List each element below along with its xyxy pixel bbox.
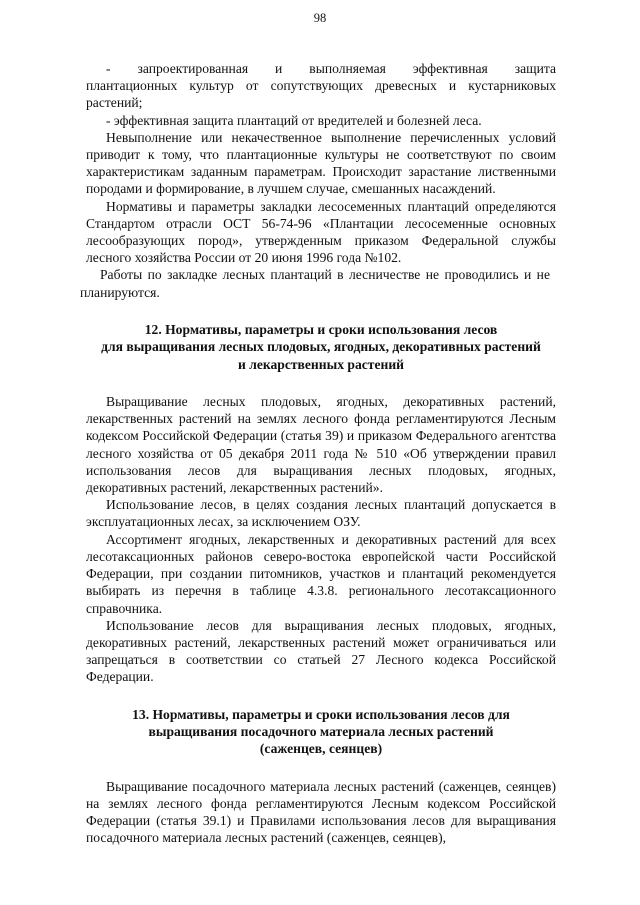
section-12-paragraph-1: Выращивание лесных плодовых, ягодных, декоративных растений, лекарственных растений на землях лесного фонда регламентируются Лесным кодексом Российской Федерации (статья 39) и приказом Федерального агентства лесного хозяйства от 05 декабря 2011 года № 510 «Об утверждении правил использования лесов для выращивания лесных плодовых, ягодных, декоративных растений, лекарственных растений». xyxy=(86,394,556,496)
section-12-paragraph-4: Использование лесов для выращивания лесных плодовых, ягодных, декоративных растений, лекарственных растений может ограничиваться или запрещаться в соответствии со статьей 27 Лесного кодекса Российской Федерации. xyxy=(86,617,556,685)
section-13-heading-line-1: 13. Нормативы, параметры и сроки использования лесов для xyxy=(132,706,510,722)
paragraph-dash-2: - эффективная защита плантаций от вредителей и болезней леса. xyxy=(106,112,482,128)
section-13-paragraph-1: Выращивание посадочного материала лесных растений (саженцев, сеянцев) на землях лесного фонда регламентируются Лесным кодексом Российской Федерации (статья 39.1) и Правилами использования лесов для выращивания посадочного материала лесных растений (саженцев, сеянцев), xyxy=(86,778,556,846)
section-12-heading-line-1: 12. Нормативы, параметры и сроки использования лесов xyxy=(144,321,498,337)
section-12-heading-line-2: для выращивания лесных плодовых, ягодных, декоративных растений xyxy=(101,339,541,355)
paragraph-standards: Нормативы и параметры закладки лесосеменных плантаций определяются Стандартом отрасли ОСТ 56-74-96 «Плантации лесосеменные основных лесообразующих пород», утвержденным приказом Федеральной службы лесного хозяйства России от 20 июня 1996 года №102. xyxy=(86,198,556,266)
section-12-heading xyxy=(76,321,566,373)
paragraph-no-plantations: Работы по закладке лесных плантаций в лесничестве не проводились и не планируются. xyxy=(80,267,550,300)
section-12-heading-line-3: и лекарственных растений xyxy=(237,356,405,372)
page-number: 98 xyxy=(313,11,327,25)
section-12-paragraph-2: Использование лесов, в целях создания лесных плантаций допускается в эксплуатационных лесах, за исключением ОЗУ. xyxy=(86,497,556,530)
page-content xyxy=(80,60,556,847)
section-13-heading-line-2: выращивания посадочного материала лесных растений xyxy=(148,723,494,739)
paragraph-nonfulfillment: Невыполнение или некачественное выполнение перечисленных условий приводит к тому, что плантационные культуры не соответствуют по своим характеристикам заданным параметрам. Происходит зарастание лиственными породами и формирование, в лучшем случае, смешанных насаждений. xyxy=(86,129,556,197)
section-12-paragraph-3: Ассортимент ягодных, лекарственных и декоративных растений для всех лесотаксационных районов северо-востока европейской части Российской Федерации, при создании питомников, участков и плантаций рекомендуется выбирать из перечня в таблице 4.3.8. регионального лесотаксационного справочника. xyxy=(86,531,556,616)
section-13-heading-line-3: (саженцев, сеянцев) xyxy=(259,741,383,757)
section-13-heading xyxy=(86,706,556,758)
paragraph-dash-1: - запроектированная и выполняемая эффективная защита плантационных культур от сопутствующих древесных и кустарниковых растений; xyxy=(86,61,556,111)
